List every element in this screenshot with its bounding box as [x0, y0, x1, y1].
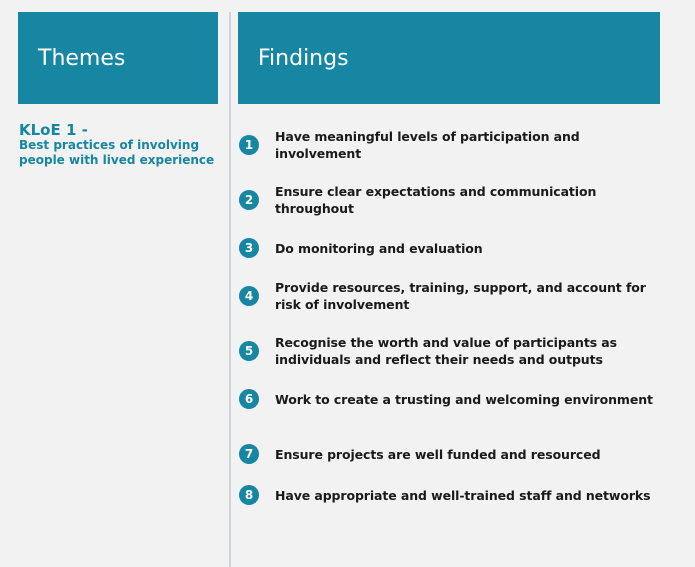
finding-item-8	[239, 485, 664, 505]
finding-item-6	[239, 389, 664, 409]
finding-text: Recognise the worth and value of participants as individuals and reflect their needs and outputs	[275, 335, 617, 367]
finding-text: Ensure clear expectations and communication throughout	[275, 184, 597, 216]
finding-text: Have appropriate and well-trained staff and networks	[275, 487, 651, 503]
finding-number-badge: 4	[239, 286, 259, 306]
findings-header	[238, 12, 660, 104]
themes-header-label: Themes	[38, 45, 126, 71]
finding-text: Do monitoring and evaluation	[275, 240, 483, 256]
finding-number-badge: 5	[239, 341, 259, 361]
themes-header	[18, 12, 218, 104]
theme-title: KLoE 1 -	[19, 121, 88, 139]
finding-item-7	[239, 444, 664, 464]
finding-number-badge: 1	[239, 135, 259, 155]
finding-item-2	[239, 183, 664, 217]
finding-number-badge: 3	[239, 238, 259, 258]
finding-number-badge: 8	[239, 485, 259, 505]
findings-header-label: Findings	[258, 45, 349, 71]
finding-item-1	[239, 128, 664, 162]
finding-text: Have meaningful levels of participation and involvement	[275, 129, 580, 161]
finding-text: Ensure projects are well funded and resourced	[275, 446, 601, 462]
finding-text: Work to create a trusting and welcoming environment	[275, 391, 653, 407]
finding-item-3	[239, 238, 664, 258]
finding-number-badge: 6	[239, 389, 259, 409]
finding-number-badge: 7	[239, 444, 259, 464]
theme-kloe-1	[19, 122, 219, 168]
finding-number-badge: 2	[239, 190, 259, 210]
theme-subtitle: Best practices of involving people with lived experience	[19, 138, 215, 167]
finding-item-5	[239, 334, 664, 368]
finding-item-4	[239, 279, 664, 313]
finding-text: Provide resources, training, support, and account for risk of involvement	[275, 280, 646, 312]
column-divider	[229, 12, 231, 567]
